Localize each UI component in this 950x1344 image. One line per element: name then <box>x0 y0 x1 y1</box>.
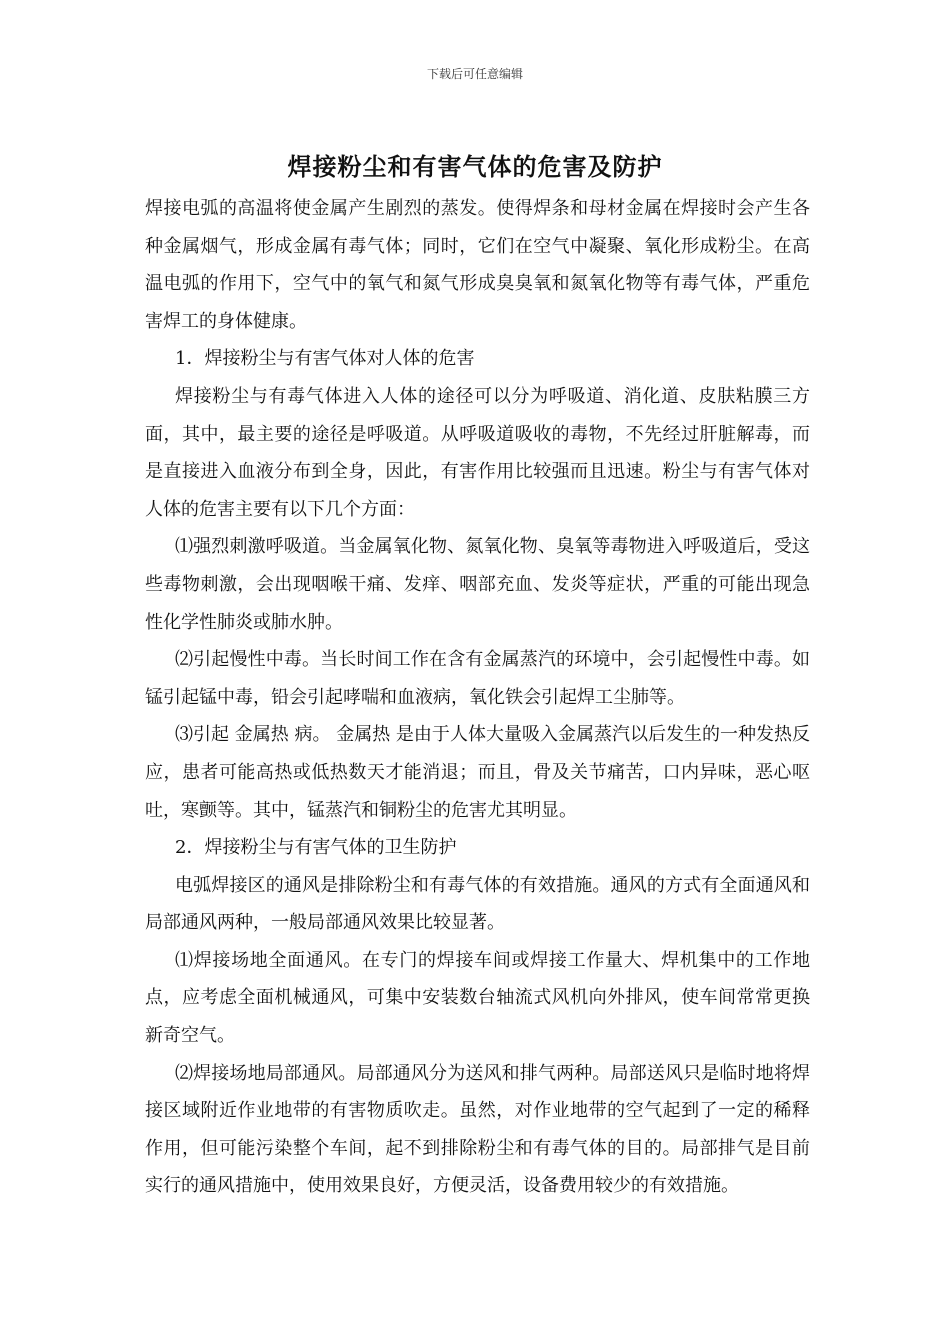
document-title: 焊接粉尘和有害气体的危害及防护 <box>287 152 663 181</box>
section-heading-protection: 2．焊接粉尘与有害气体的卫生防护 <box>175 837 457 859</box>
paragraph-ventilation: 电弧焊接区的通风是排除粉尘和有毒气体的有效措施。通风的方式有全面通风和局部通风两种，一般局部通风效果比较显著。 <box>145 874 810 934</box>
paragraph-protection-2: ⑵焊接场地局部通风。局部通风分为送风和排气两种。局部送风只是临时地将焊接区域附近作业地带的有害物质吹走。虽然，对作业地带的空气起到了一定的稀释作用，但可能污染整个车间，起不到排除粉尘和有毒气体的目的。局部排气是目前实行的通风措施中，使用效果良好，方便灵活，设备费用较少的有效措施。 <box>145 1062 810 1197</box>
paragraph-intro: 焊接电弧的高温将使金属产生剧烈的蒸发。使得焊条和母材金属在焊接时会产生各种金属烟气，形成金属有毒气体；同时，它们在空气中凝聚、氧化形成粉尘。在高温电弧的作用下，空气中的氧气和氮气形成臭臭氧和氮氧化物等有毒气体，严重危害焊工的身体健康。 <box>145 198 810 332</box>
paragraph-hazard-2: ⑵引起慢性中毒。当长时间工作在含有金属蒸汽的环境中，会引起慢性中毒。如锰引起锰中毒，铅会引起哮喘和血液病，氧化铁会引起焊工尘肺等。 <box>145 649 810 708</box>
paragraph-hazard-1: ⑴强烈刺激呼吸道。当金属氧化物、氮氧化物、臭氧等毒物进入呼吸道后，受这些毒物刺激，会出现咽喉干痛、发痒、咽部充血、发炎等症状，严重的可能出现急性化学性肺炎或肺水肿。 <box>145 536 810 633</box>
paragraph-protection-1: ⑴焊接场地全面通风。在专门的焊接车间或焊接工作量大、焊机集中的工作地点，应考虑全面机械通风，可集中安装数台轴流式风机向外排风，使车间常常更换新奇空气。 <box>145 949 810 1047</box>
section-heading-hazards: 1．焊接粉尘与有害气体对人体的危害 <box>175 348 475 370</box>
header-note: 下载后可任意编辑 <box>426 67 523 81</box>
paragraph-entry-routes: 焊接粉尘与有毒气体进入人体的途径可以分为呼吸道、消化道、皮肤粘膜三方面，其中，最主要的途径是呼吸道。从呼吸道吸收的毒物，不先经过肝脏解毒，而是直接进入血液分布到全身，因此，有害作用比较强而且迅速。粉尘与有害气体对人体的危害主要有以下几个方面： <box>145 385 810 520</box>
document-body <box>145 190 810 1205</box>
paragraph-hazard-3: ⑶引起 金属热 病。 金属热 是由于人体大量吸入金属蒸汽以后发生的一种发热反应，患者可能高热或低热数天才能消退；而且，骨及关节痛苦，口内异味，恶心呕吐，寒颤等。其中，锰蒸汽和铜粉尘的危害尤其明显。 <box>145 724 810 821</box>
